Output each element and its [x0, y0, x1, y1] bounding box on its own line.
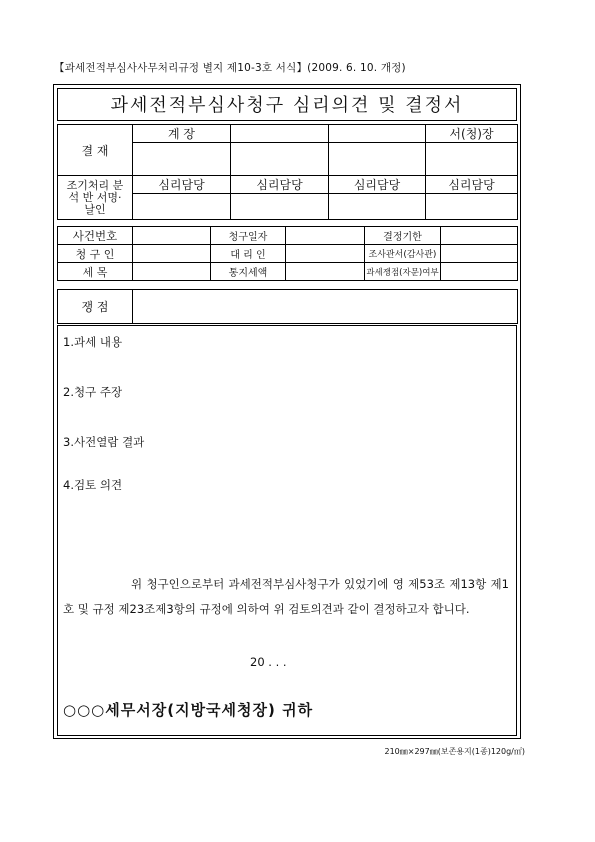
review-slot-label: 심리담당: [329, 176, 426, 194]
decision-deadline-label: 결정기한: [365, 227, 441, 245]
approval-sign-box[interactable]: [329, 143, 426, 176]
section-tax-content: 1.과세 내용: [63, 335, 123, 349]
review-slot-label: 심리담당: [231, 176, 329, 194]
approval-head-left: 계 장: [133, 125, 231, 143]
approval-head-right: 서(청)장: [426, 125, 518, 143]
decision-deadline-field[interactable]: [441, 227, 518, 245]
tax-issue-consult-label: 과세쟁점(자문)여부: [365, 263, 441, 281]
section-preview-result: 3.사전열람 결과: [63, 435, 145, 449]
opinion-body: [57, 325, 517, 736]
case-number-label: 사건번호: [58, 227, 133, 245]
review-sign-box[interactable]: [426, 194, 518, 220]
claimant-field[interactable]: [133, 245, 211, 263]
approval-sign-box[interactable]: [426, 143, 518, 176]
approval-head-blank-2: [329, 125, 426, 143]
section-review-opinion: 4.검토 의견: [63, 478, 123, 492]
agent-label: 대 리 인: [211, 245, 286, 263]
case-number-field[interactable]: [133, 227, 211, 245]
agent-field[interactable]: [286, 245, 365, 263]
approval-sign-box[interactable]: [231, 143, 329, 176]
tax-issue-consult-field[interactable]: [441, 263, 518, 281]
form-reference-header: 【과세전적부심사사무처리규정 별지 제10-3호 서식】(2009. 6. 10. 개정): [54, 62, 406, 74]
claimant-label: 청 구 인: [58, 245, 133, 263]
approval-sign-box[interactable]: [133, 143, 231, 176]
issue-field[interactable]: [133, 290, 518, 324]
review-slot-label: 심리담당: [426, 176, 518, 194]
issue-label: 쟁 점: [58, 290, 133, 324]
review-sign-box[interactable]: [329, 194, 426, 220]
decision-statement-text: 위 청구인으로부터 과세전적부심사청구가 있었기에 영 제53조 제13항 제1호 및 규정 제23조제3항의 규정에 의하여 위 검토의견과 같이 결정하고자 합니다.: [63, 577, 509, 616]
approval-table: [57, 124, 518, 220]
form-frame: [53, 84, 521, 739]
review-sign-box[interactable]: [231, 194, 329, 220]
audit-office-label: 조사관서(감사관): [365, 245, 441, 263]
date-line[interactable]: 20 . . .: [250, 655, 287, 669]
case-info-table: [57, 226, 518, 281]
paper-spec: 210㎜×297㎜(보존용지(1종)120g/㎡): [384, 747, 525, 756]
review-slot-label: 심리담당: [133, 176, 231, 194]
notified-amount-label: 통지세액: [211, 263, 286, 281]
notified-amount-field[interactable]: [286, 263, 365, 281]
decision-statement: [63, 572, 509, 621]
section-claim: 2.청구 주장: [63, 385, 123, 399]
review-sign-box[interactable]: [133, 194, 231, 220]
review-label: 조기처리 분 석 반 서명·날인: [58, 176, 133, 220]
tax-item-field[interactable]: [133, 263, 211, 281]
request-date-label: 청구일자: [211, 227, 286, 245]
approval-head-blank-1: [231, 125, 329, 143]
issue-table: [57, 289, 518, 324]
form-title: 과세전적부심사청구 심리의견 및 결정서: [57, 88, 517, 121]
audit-office-field[interactable]: [441, 245, 518, 263]
approval-label: 결 재: [58, 125, 133, 176]
addressee: ○○○세무서장(지방국세청장) 귀하: [63, 701, 314, 719]
tax-item-label: 세 목: [58, 263, 133, 281]
request-date-field[interactable]: [286, 227, 365, 245]
